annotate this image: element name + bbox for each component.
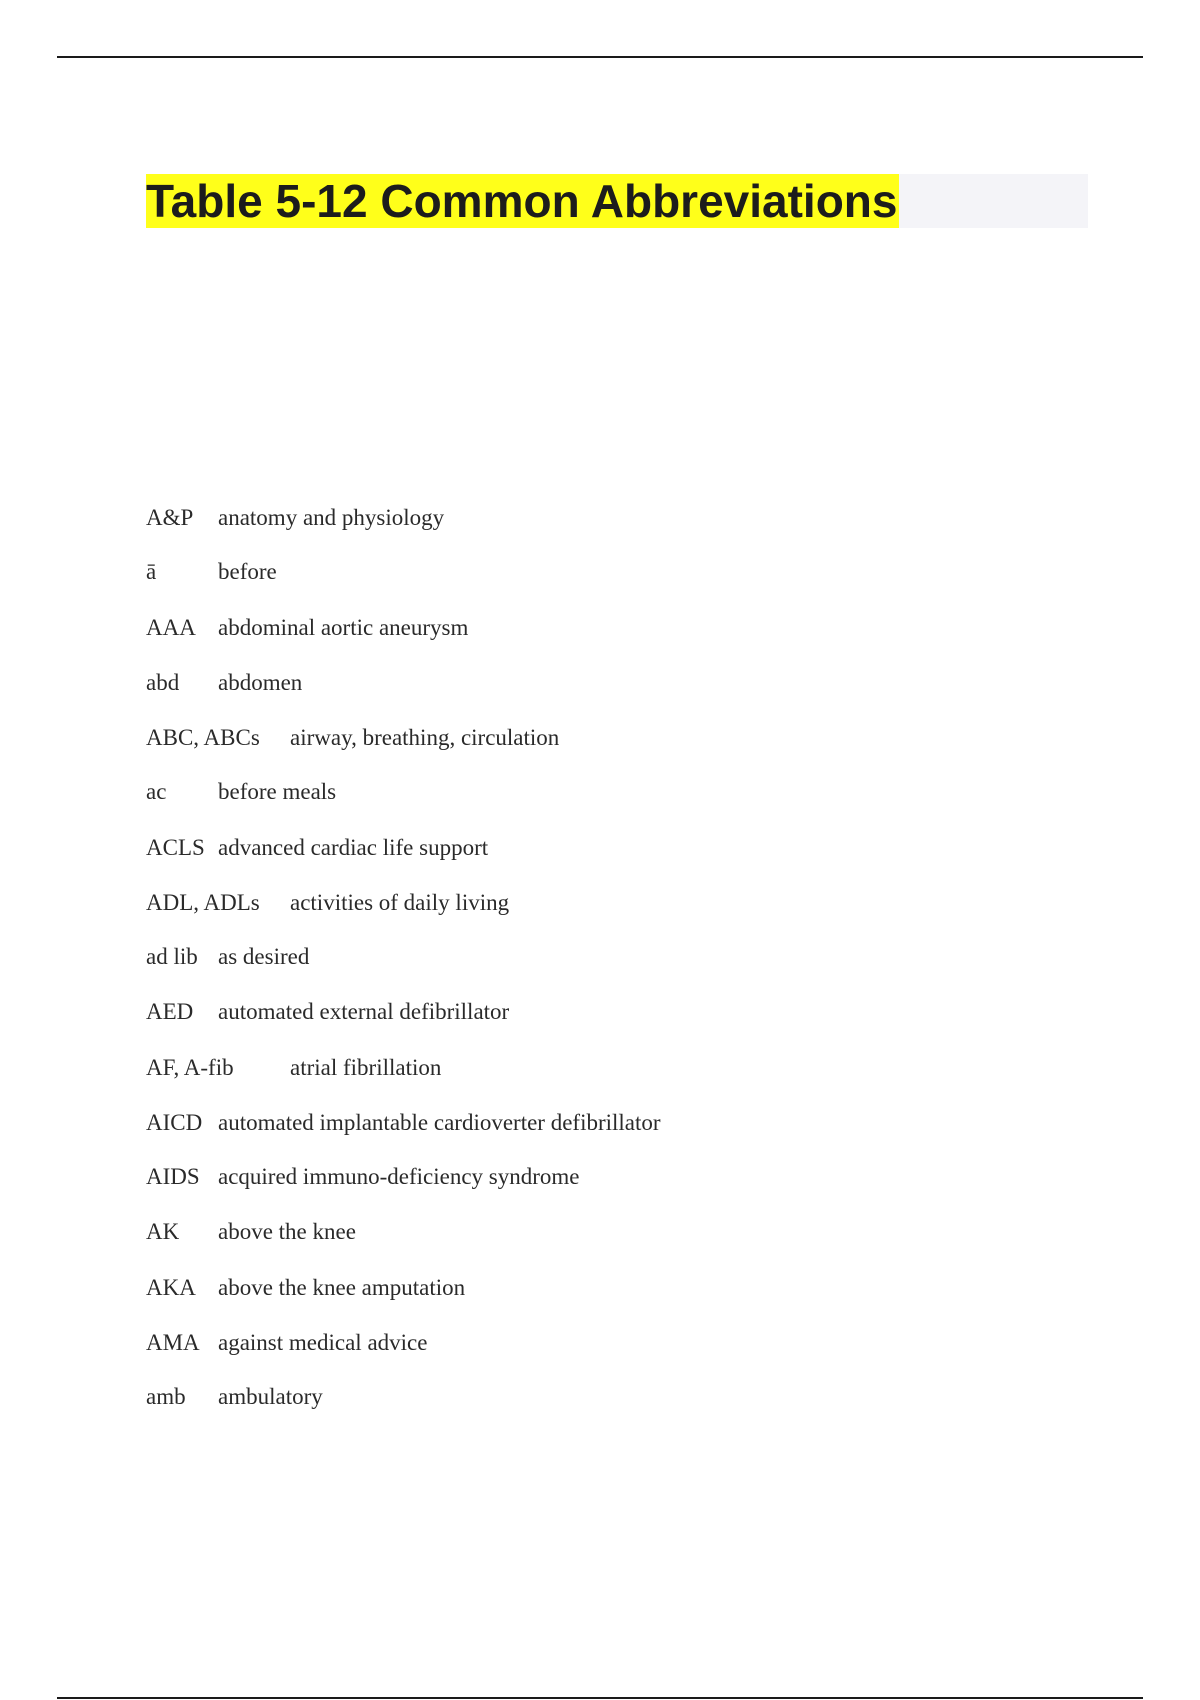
abbreviation-term: ACLS <box>146 835 205 860</box>
list-item <box>146 777 336 807</box>
abbreviation-definition: ambulatory <box>218 1384 323 1409</box>
list-item <box>146 1162 580 1192</box>
abbreviation-term: abd <box>146 670 180 695</box>
abbreviation-definition: automated external defibrillator <box>218 999 510 1024</box>
list-item <box>146 1108 661 1138</box>
abbreviation-definition: advanced cardiac life support <box>218 835 489 860</box>
list-item <box>146 1328 427 1358</box>
abbreviation-definition: airway, breathing, circulation <box>290 725 560 750</box>
list-item <box>146 942 309 972</box>
top-rule <box>57 56 1143 58</box>
abbreviation-term: AMA <box>146 1330 200 1355</box>
list-item <box>146 503 444 533</box>
abbreviation-definition: abdominal aortic aneurysm <box>218 615 469 640</box>
abbreviation-term: A&P <box>146 505 194 530</box>
list-item <box>146 723 559 753</box>
list-item <box>146 1273 465 1303</box>
abbreviation-definition: before meals <box>218 779 337 804</box>
list-item <box>146 613 468 643</box>
list-item <box>146 1217 356 1247</box>
abbreviation-definition: anatomy and physiology <box>218 505 445 530</box>
abbreviation-term: ac <box>146 779 167 804</box>
list-item <box>146 557 277 587</box>
abbreviation-definition: atrial fibrillation <box>290 1055 442 1080</box>
abbreviation-term: AIDS <box>146 1164 200 1189</box>
abbreviation-term: ABC, ABCs <box>146 725 260 750</box>
abbreviation-term: AF, A-fib <box>146 1055 234 1080</box>
abbreviation-term: AAA <box>146 615 196 640</box>
abbreviation-definition: as desired <box>218 944 310 969</box>
abbreviation-term: amb <box>146 1384 186 1409</box>
abbreviation-term: ad lib <box>146 944 198 969</box>
abbreviation-definition: activities of daily living <box>290 890 510 915</box>
abbreviation-definition: against medical advice <box>218 1330 428 1355</box>
abbreviation-term: AED <box>146 999 194 1024</box>
abbreviation-definition: abdomen <box>218 670 303 695</box>
abbreviation-definition: above the knee <box>218 1219 356 1244</box>
abbreviation-term: AICD <box>146 1110 203 1135</box>
abbreviation-term: ā <box>146 559 157 584</box>
list-item <box>146 1382 323 1412</box>
list-item <box>146 833 488 863</box>
abbreviation-definition: before <box>218 559 277 584</box>
abbreviation-definition: above the knee amputation <box>218 1275 466 1300</box>
list-item <box>146 668 302 698</box>
abbreviation-term: ADL, ADLs <box>146 890 260 915</box>
list-item <box>146 1053 441 1083</box>
abbreviation-definition: automated implantable cardioverter defibrillator <box>218 1110 661 1135</box>
abbreviation-term: AK <box>146 1219 180 1244</box>
list-item <box>146 888 509 918</box>
bottom-rule <box>57 1697 1143 1699</box>
abbreviation-definition: acquired immuno-deficiency syndrome <box>218 1164 580 1189</box>
page-title: Table 5-12 Common Abbreviations <box>146 175 898 227</box>
abbreviation-term: AKA <box>146 1275 196 1300</box>
list-item <box>146 997 509 1027</box>
